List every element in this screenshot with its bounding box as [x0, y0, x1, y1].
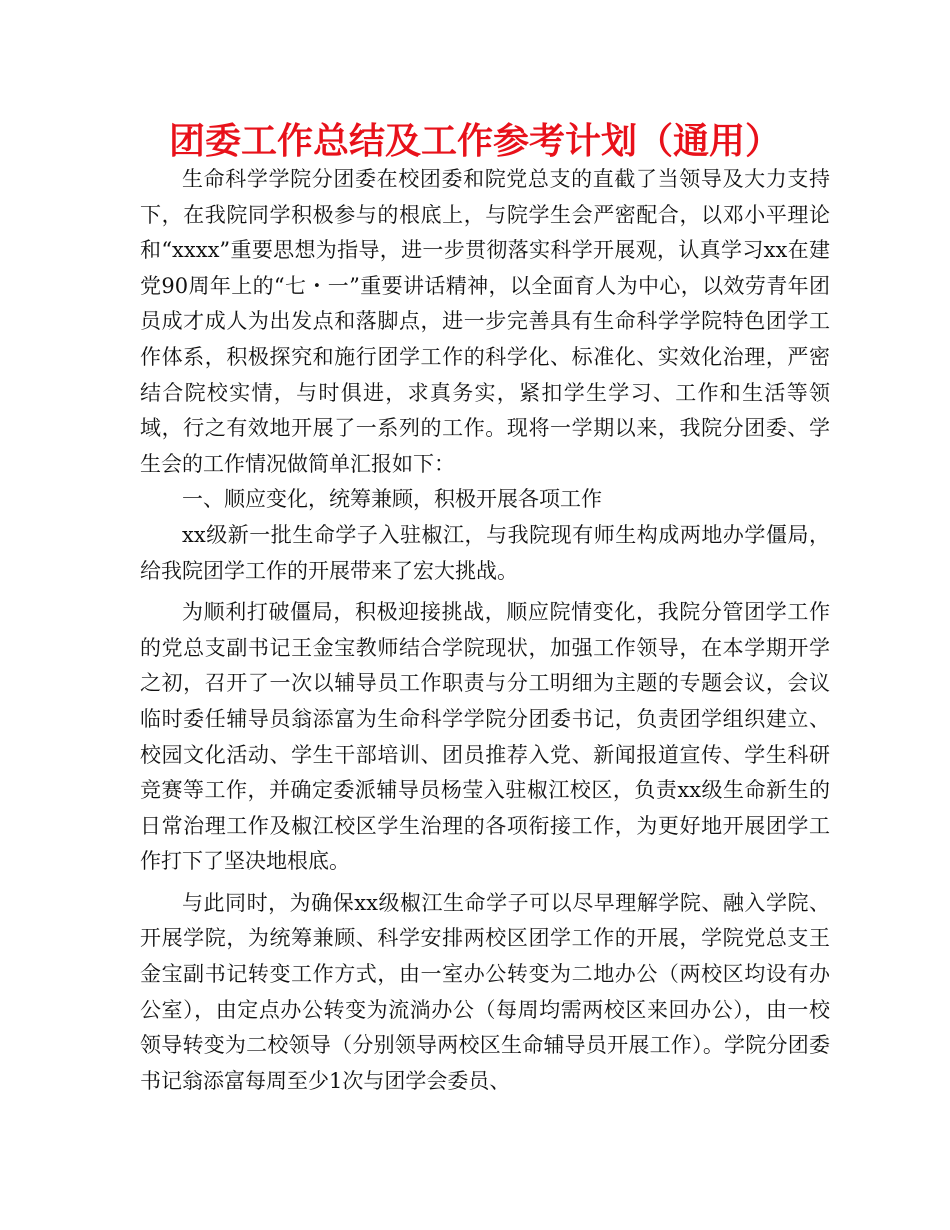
paragraph: 为顺利打破僵局，积极迎接挑战，顺应院情变化，我院分管团学工作的党总支副书记王金宝教师结合学院现状，加强工作领导，在本学期开学之初，召开了一次以辅导员工作职责与分工明细为主题的专题会议，会议临时委任辅导员翁添富为生命科学学院分团委书记，负责团学组织建立、校园文化活动、学生干部培训、团员推荐入党、新闻报道宣传、学生科研竞赛等工作，并确定委派辅导员杨莹入驻椒江校区，负责xx级生命新生的日常治理工作及椒江校区学生治理的各项衔接工作，为更好地开展团学工作打下了坚决地根底。: [140, 600, 830, 874]
paragraph: xx级新一批生命学子入驻椒江，与我院现有师生构成两地办学僵局，给我院团学工作的开展带来了宏大挑战。: [140, 522, 830, 583]
document-body: [140, 162, 830, 1099]
paragraph: 与此同时，为确保xx级椒江生命学子可以尽早理解学院、融入学院、开展学院，为统筹兼顾、科学安排两校区团学工作的开展，学院党总支王金宝副书记转变工作方式，由一室办公转变为二地办公（两校区均设有办公室），由定点办公转变为流淌办公（每周均需两校区来回办公），由一校领导转变为二校领导（分别领导两校区生命辅导员开展工作）。学院分团委书记翁添富每周至少1次与团学会委员、: [140, 890, 830, 1093]
paragraph: 生命科学学院分团委在校团委和院党总支的直截了当领导及大力支持下，在我院同学积极参与的根底上，与院学生会严密配合，以邓小平理论和“xxxx”重要思想为指导，进一步贯彻落实科学开展观，认真学习xx在建党90周年上的“七・一”重要讲话精神，以全面育人为中心，以效劳青年团员成才成人为出发点和落脚点，进一步完善具有生命科学学院特色团学工作体系，积极探究和施行团学工作的科学化、标准化、实效化治理，严密结合院校实情，与时俱进，求真务实，紧扣学生学习、工作和生活等领域，行之有效地开展了一系列的工作。现将一学期以来，我院分团委、学生会的工作情况做简单汇报如下：: [140, 167, 830, 476]
section-heading: 一、顺应变化，统筹兼顾，积极开展各项工作: [182, 487, 602, 512]
document-title: 团委工作总结及工作参考计划（通用）: [168, 121, 781, 162]
